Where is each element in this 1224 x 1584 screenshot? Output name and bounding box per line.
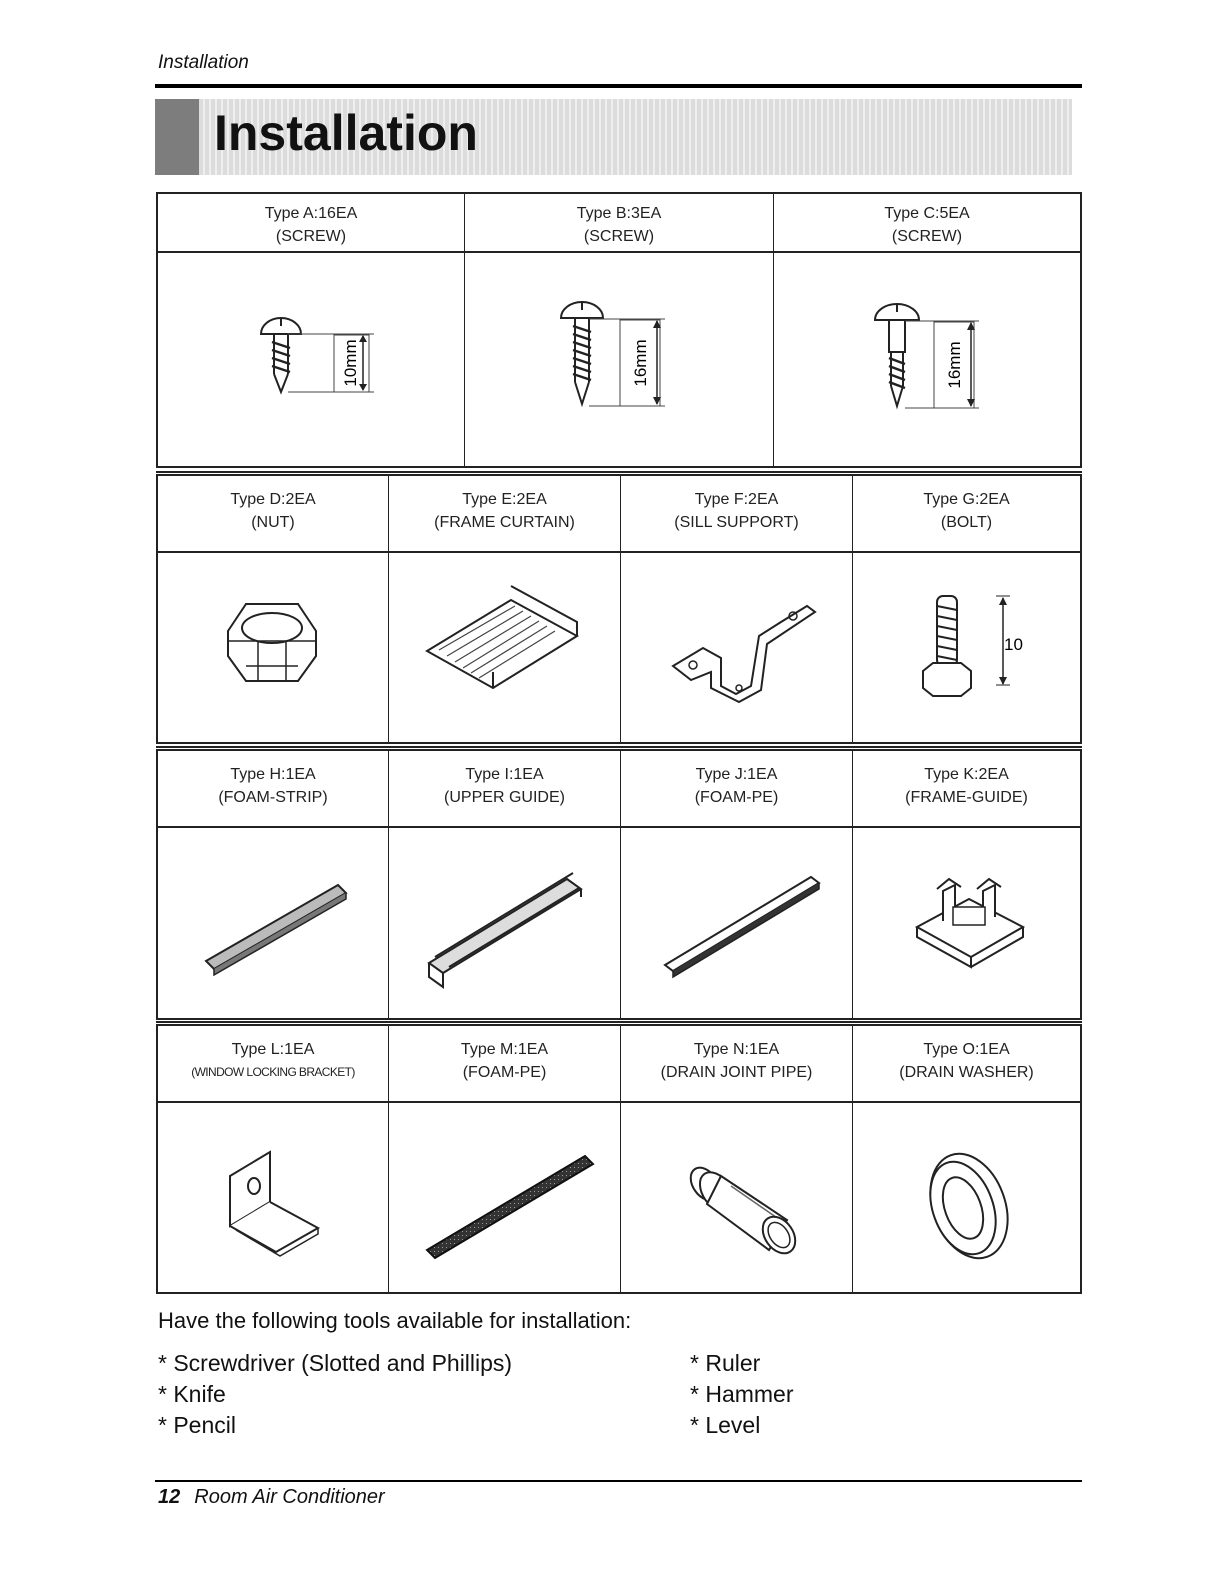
row-separator (156, 471, 1082, 473)
upper-guide-image (389, 751, 621, 1020)
part-cell-a (158, 194, 465, 466)
part-cell-n (621, 1026, 853, 1292)
part-name: (DRAIN WASHER) (899, 1064, 1034, 1081)
page-footer (158, 1486, 385, 1509)
part-name: (UPPER GUIDE) (444, 789, 565, 806)
part-cell-e (389, 476, 621, 742)
window-locking-bracket-image (158, 1026, 389, 1294)
section-title: Installation (214, 105, 478, 161)
part-name: (FOAM-PE) (694, 789, 779, 806)
tools-intro: Have the following tools available for installation: (158, 1308, 632, 1333)
tool-item: * Knife (158, 1381, 226, 1407)
dimension-label: 16mm (945, 341, 964, 389)
foam-strip-image (158, 751, 389, 1020)
tool-item: * Hammer (690, 1381, 794, 1407)
part-type: Type G:2EA (923, 491, 1010, 508)
part-name: (DRAIN JOINT PIPE) (660, 1064, 813, 1081)
part-type: Type C:5EA (884, 205, 970, 222)
tool-item: * Screwdriver (Slotted and Phillips) (158, 1350, 513, 1376)
drain-joint-pipe-image (621, 1026, 853, 1294)
parts-row-1 (156, 192, 1082, 468)
part-cell-h (158, 751, 389, 1018)
tool-item: * Ruler (690, 1350, 761, 1376)
part-name: (FRAME-GUIDE) (905, 789, 1028, 806)
part-type: Type J:1EA (695, 766, 778, 783)
part-cell-l (158, 1026, 389, 1292)
section-title-marker (155, 99, 199, 175)
part-type: Type I:1EA (465, 766, 544, 783)
part-cell-k (853, 751, 1080, 1018)
frame-curtain-image (389, 476, 621, 744)
part-cell-i (389, 751, 621, 1018)
frame-guide-image (853, 751, 1080, 1020)
part-type: Type H:1EA (230, 766, 316, 783)
part-name: (SCREW) (891, 228, 963, 245)
part-name: (NUT) (251, 514, 295, 531)
part-name: (SILL SUPPORT) (674, 514, 799, 531)
screw-b-image (465, 194, 774, 468)
nut-image (158, 476, 389, 744)
tool-item: * Pencil (158, 1412, 236, 1438)
part-name: (FRAME CURTAIN) (434, 514, 575, 531)
parts-row-4 (156, 1024, 1082, 1294)
part-name: (FOAM-PE) (462, 1064, 547, 1081)
part-type: Type F:2EA (694, 491, 779, 508)
part-name: (BOLT) (940, 514, 993, 531)
part-cell-j (621, 751, 853, 1018)
part-type: Type A:16EA (264, 205, 358, 222)
foam-pe-image (621, 751, 853, 1020)
part-type: Type O:1EA (923, 1041, 1010, 1058)
part-cell-m (389, 1026, 621, 1292)
foam-pe-strip-image (389, 1026, 621, 1294)
dimension-label: 10 (1004, 635, 1023, 654)
parts-row-2 (156, 474, 1082, 744)
part-cell-o (853, 1026, 1080, 1292)
part-type: Type N:1EA (693, 1041, 780, 1058)
dimension-label: 10mm (341, 339, 360, 387)
footer-title: Room Air Conditioner (194, 1486, 385, 1508)
part-cell-c (774, 194, 1080, 466)
running-header: Installation (158, 52, 249, 73)
screw-c-image (774, 194, 1080, 468)
tool-item: * Level (690, 1412, 761, 1438)
part-type: Type L:1EA (231, 1041, 315, 1058)
part-cell-d (158, 476, 389, 742)
header-rule (155, 84, 1082, 88)
part-name: (FOAM-STRIP) (218, 789, 328, 806)
sill-support-image (621, 476, 853, 744)
drain-washer-image (853, 1026, 1080, 1294)
page-number: 12 (158, 1486, 181, 1508)
parts-row-3 (156, 749, 1082, 1020)
bolt-image (853, 476, 1080, 744)
part-name: (SCREW) (583, 228, 655, 245)
part-cell-f (621, 476, 853, 742)
part-type: Type E:2EA (462, 491, 547, 508)
part-type: Type D:2EA (230, 491, 316, 508)
screw-a-image (158, 194, 465, 468)
part-name: (SCREW) (275, 228, 347, 245)
part-name: (WINDOW LOCKING BRACKET) (191, 1065, 355, 1079)
part-cell-g (853, 476, 1080, 742)
dimension-label: 16mm (631, 339, 650, 387)
row-separator (156, 746, 1082, 748)
part-type: Type K:2EA (924, 766, 1009, 783)
footer-rule (155, 1480, 1082, 1482)
part-cell-b (465, 194, 774, 466)
part-type: Type M:1EA (460, 1041, 549, 1058)
row-separator (156, 1021, 1082, 1023)
part-type: Type B:3EA (576, 205, 662, 222)
